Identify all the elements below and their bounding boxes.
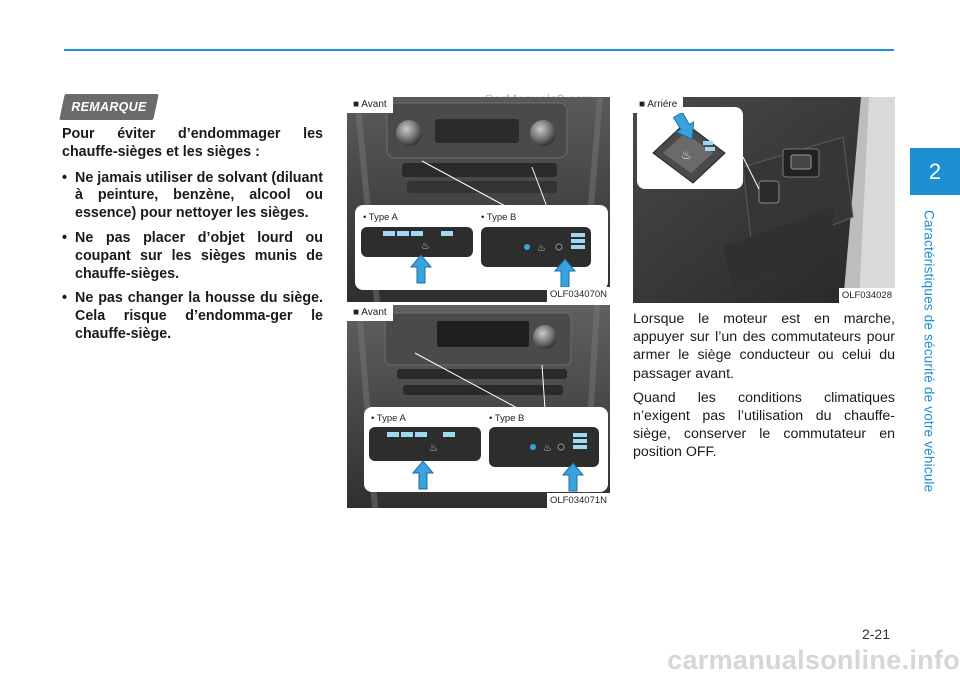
svg-text:♨: ♨ (543, 443, 552, 454)
svg-text:♨: ♨ (421, 241, 430, 252)
chapter-tab (910, 148, 960, 195)
seat-heater-switch-closeup (633, 97, 895, 303)
chapter-side-title (914, 196, 944, 506)
svg-text:♨: ♨ (429, 443, 438, 454)
remarque-label: REMARQUE (71, 100, 147, 114)
figure-front-console-2 (347, 305, 610, 508)
seat-heater-switches (347, 97, 610, 302)
chapter-number: 2 (928, 158, 942, 184)
type-a-label: • Type A (363, 212, 398, 223)
header-rule (64, 49, 894, 51)
note-item: • Ne pas placer d’objet lourd ou coupant sur les sièges munis de chauffe-sièges. (62, 230, 323, 283)
body-paragraph: Lorsque le moteur est en marche, appuyer sur l’un des commutateurs pour armer le siège conducteur ou celui du passager avant. (633, 311, 895, 382)
figure-rear-door (633, 97, 895, 303)
type-b-label: • Type B (489, 413, 525, 424)
figure-label: ■ Avant (347, 97, 393, 113)
body-paragraph: Quand les conditions climatiques n’exigent pas l’utilisation du chauffe-siège, conserver le commutateur en position OFF. (633, 389, 895, 461)
svg-text:♨: ♨ (681, 148, 692, 162)
remarque-badge (62, 94, 156, 120)
seat-heater-switches (347, 305, 610, 508)
figure-label: ■ Arriére (633, 97, 683, 113)
figure-label: ■ Avant (347, 305, 393, 321)
note-list (62, 170, 323, 344)
note-item: • Ne pas changer la housse du siège. Cela risque d’endomma-ger le chauffe-siège. (62, 290, 323, 343)
type-a-label: • Type A (371, 413, 406, 424)
figure-code: OLF034028 (839, 288, 895, 303)
figure-code: OLF034070N (547, 287, 610, 302)
page-number: 2-21 (861, 626, 890, 642)
svg-text:♨: ♨ (537, 243, 546, 254)
note-intro: Pour éviter d’endommager les chauffe-sièges et les sièges : (62, 126, 323, 160)
note-item: • Ne jamais utiliser de solvant (diluant à peinture, benzène, alcool ou essence) pour nettoyer les sièges. (62, 170, 323, 223)
chapter-title: Caractéristiques de sécurité de votre véhicule (921, 209, 937, 493)
type-b-label: • Type B (481, 212, 517, 223)
note-block (62, 126, 323, 351)
body-text (633, 310, 895, 468)
figure-code: OLF034071N (547, 493, 610, 508)
figure-front-console-1 (347, 97, 610, 302)
footer-site-mark: carmanualsonline.info (667, 645, 960, 675)
